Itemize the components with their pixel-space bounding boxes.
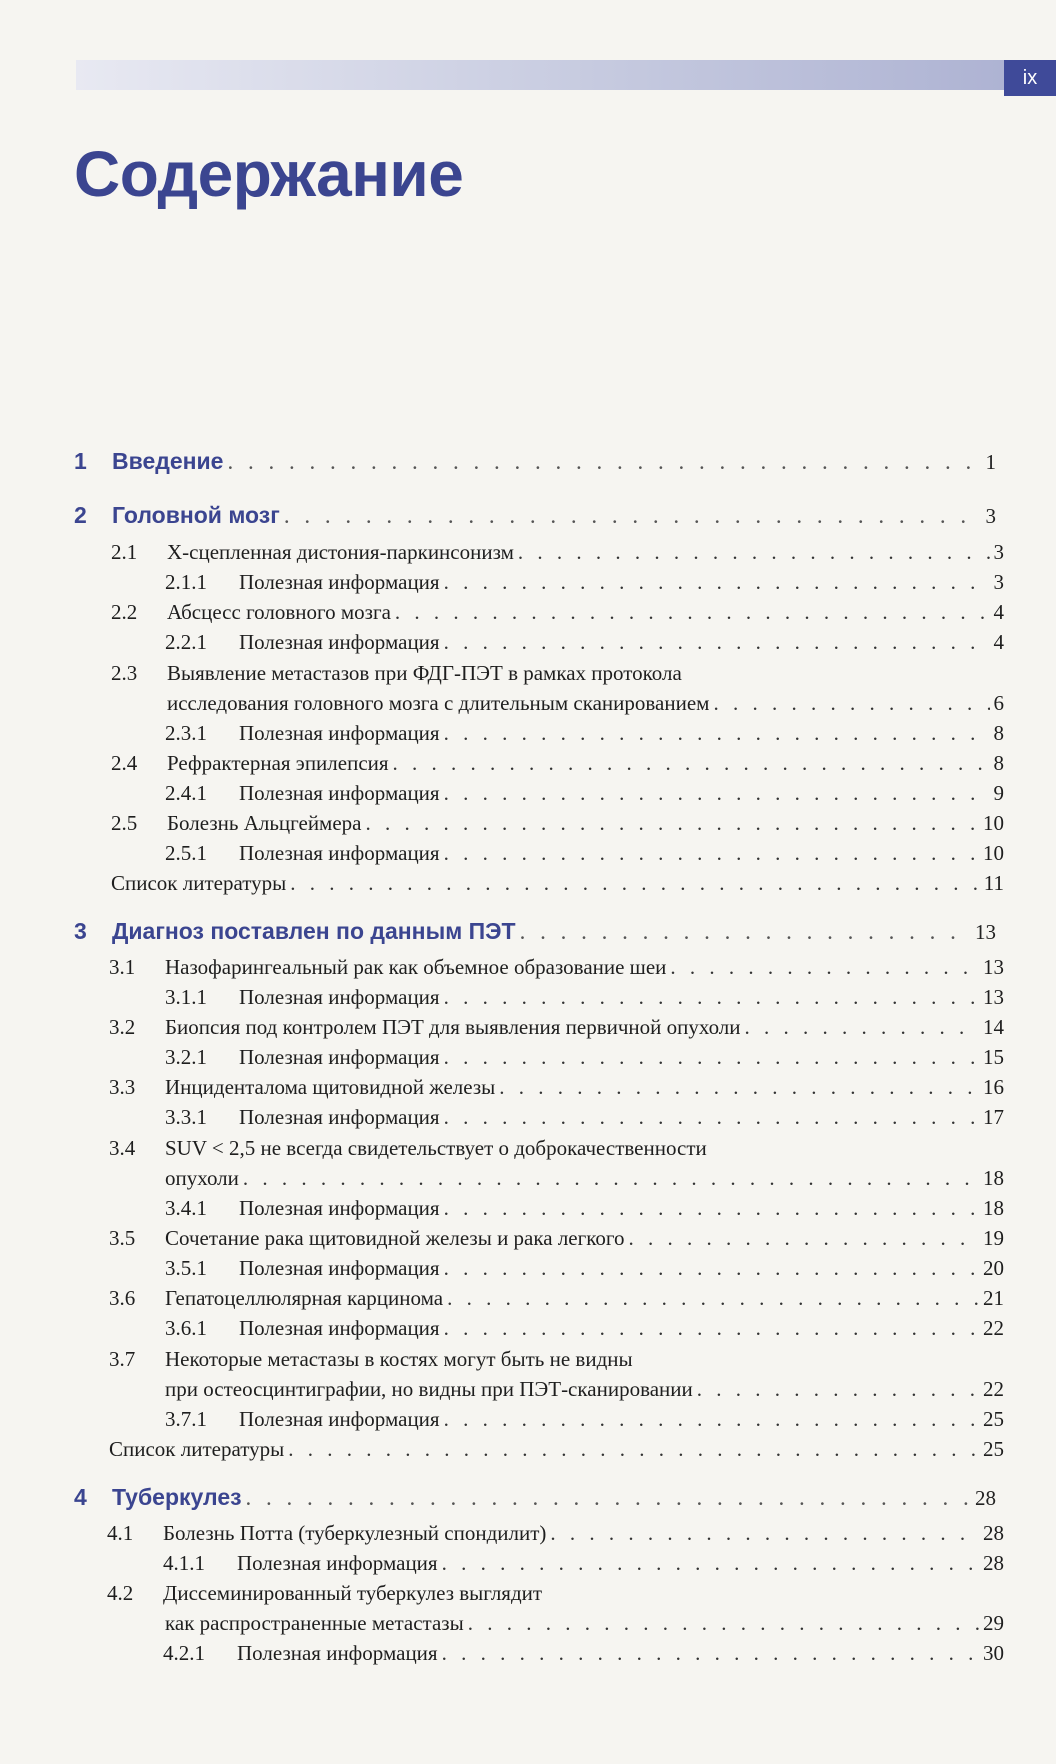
toc-chapter-entry[interactable] — [74, 502, 996, 532]
page-number-badge: ix — [1004, 60, 1056, 96]
dot-leader — [444, 841, 979, 866]
toc-entry[interactable] — [109, 1286, 1004, 1316]
toc-entry[interactable] — [111, 751, 1004, 781]
toc-entry-title: Рефрактерная эпилепсия — [167, 751, 389, 775]
toc-page-number: 10 — [983, 841, 1004, 865]
toc-entry[interactable] — [163, 1551, 1004, 1581]
dot-leader — [444, 1407, 979, 1432]
toc-page-number: 13 — [983, 985, 1004, 1009]
toc-entry-number: 3.7.1 — [165, 1407, 207, 1431]
dot-leader — [284, 503, 982, 529]
toc-entry[interactable] — [111, 661, 1004, 691]
toc-page-number: 28 — [975, 1486, 996, 1510]
toc-page-number: 11 — [983, 871, 1004, 895]
toc-entry-number: 2.4 — [111, 751, 138, 775]
toc-entry[interactable] — [109, 1136, 1004, 1166]
toc-chapter-entry[interactable] — [74, 1484, 996, 1514]
toc-entry-number: 3.5 — [109, 1226, 136, 1250]
toc-page-number: 1 — [985, 450, 996, 474]
dot-leader — [366, 811, 980, 836]
dot-leader — [444, 1045, 979, 1070]
toc-entry-title: Головной мозг — [112, 502, 280, 528]
toc-page-number: 6 — [993, 691, 1004, 715]
toc-entry-title: Диссеминированный туберкулез выглядит — [163, 1581, 543, 1605]
toc-entry-title: Назофарингеальный рак как объемное образование шеи — [165, 955, 667, 979]
toc-entry-title: исследования головного мозга с длительным сканированием — [167, 691, 710, 715]
toc-page-number: 4 — [993, 600, 1004, 624]
dot-leader — [243, 1166, 979, 1191]
dot-leader — [444, 1105, 979, 1130]
toc-entry[interactable] — [165, 1611, 1004, 1641]
toc-entry-number: 3.7 — [109, 1347, 136, 1371]
toc-entry-title: Абсцесс головного мозга — [167, 600, 391, 624]
toc-chapter-entry[interactable] — [74, 918, 996, 948]
toc-entry-number: 1 — [74, 448, 87, 474]
toc-entry-title: Полезная информация — [239, 630, 440, 654]
dot-leader — [520, 919, 971, 945]
toc-page-number: 25 — [983, 1407, 1004, 1431]
toc-page-number: 29 — [983, 1611, 1004, 1635]
toc-entry-title: Полезная информация — [239, 985, 440, 1009]
toc-entry-title: SUV < 2,5 не всегда свидетельствует о доброкачественности — [165, 1136, 707, 1160]
toc-page-number: 21 — [983, 1286, 1004, 1310]
toc-entry-number: 3.3.1 — [165, 1105, 207, 1129]
toc-entry[interactable] — [167, 691, 1004, 721]
toc-entry[interactable] — [109, 955, 1004, 985]
dot-leader — [447, 1286, 979, 1311]
toc-page-number: 22 — [983, 1377, 1004, 1401]
toc-entry-title: Биопсия под контролем ПЭТ для выявления первичной опухоли — [165, 1015, 741, 1039]
toc-entry-title: Болезнь Потта (туберкулезный спондилит) — [163, 1521, 547, 1545]
toc-entry-number: 3.5.1 — [165, 1256, 207, 1280]
toc-entry-title: Полезная информация — [239, 1045, 440, 1069]
toc-entry-number: 3.1.1 — [165, 985, 207, 1009]
dot-leader — [288, 1437, 979, 1462]
toc-entry-number: 4.1 — [107, 1521, 134, 1545]
toc-entry-number: 3.2.1 — [165, 1045, 207, 1069]
toc-page-number: 22 — [983, 1316, 1004, 1340]
toc-entry-number: 2 — [74, 502, 87, 528]
toc-entry-number: 3.3 — [109, 1075, 136, 1099]
toc-entry-title: Сочетание рака щитовидной железы и рака легкого — [165, 1226, 625, 1250]
toc-entry[interactable] — [109, 1437, 1004, 1467]
toc-page-number: 19 — [983, 1226, 1004, 1250]
toc-entry-title: Полезная информация — [239, 781, 440, 805]
toc-entry-number: 2.3 — [111, 661, 138, 685]
toc-entry-number: 2.5 — [111, 811, 138, 835]
toc-entry[interactable] — [165, 1105, 1004, 1135]
toc-entry[interactable] — [111, 600, 1004, 630]
toc-page-number: 16 — [983, 1075, 1004, 1099]
toc-entry[interactable] — [165, 1316, 1004, 1346]
toc-entry-title: Введение — [112, 448, 224, 474]
toc-entry[interactable] — [165, 985, 1004, 1015]
toc-entry[interactable] — [109, 1075, 1004, 1105]
toc-page-number: 3 — [993, 570, 1004, 594]
toc-entry-number: 3.1 — [109, 955, 136, 979]
dot-leader — [444, 985, 979, 1010]
toc-entry[interactable] — [165, 1045, 1004, 1075]
toc-entry[interactable] — [163, 1641, 1004, 1671]
dot-leader — [393, 751, 990, 776]
toc-entry-number: 3.2 — [109, 1015, 136, 1039]
toc-entry-title: Болезнь Альцгеймера — [167, 811, 362, 835]
toc-page-number: 18 — [983, 1166, 1004, 1190]
toc-entry[interactable] — [107, 1581, 1004, 1611]
toc-entry[interactable] — [111, 811, 1004, 841]
toc-entry-title: Туберкулез — [112, 1484, 242, 1510]
toc-entry-title: Гепатоцеллюлярная карцинома — [165, 1286, 444, 1310]
toc-entry-title: Х-сцепленная дистония-паркинсонизм — [167, 540, 514, 564]
toc-entry-title: Полезная информация — [239, 721, 440, 745]
toc-page-number: 4 — [993, 630, 1004, 654]
toc-page-number: 17 — [983, 1105, 1004, 1129]
toc-entry-number: 4.1.1 — [163, 1551, 205, 1575]
toc-entry[interactable] — [165, 1196, 1004, 1226]
dot-leader — [442, 1641, 979, 1666]
dot-leader — [468, 1611, 979, 1636]
toc-page-number: 3 — [985, 504, 996, 528]
dot-leader — [227, 449, 981, 475]
toc-page-number: 9 — [993, 781, 1004, 805]
toc-entry[interactable] — [165, 841, 1004, 871]
toc-entry-number: 2.5.1 — [165, 841, 207, 865]
dot-leader — [713, 691, 989, 716]
toc-entry[interactable] — [165, 1407, 1004, 1437]
toc-entry[interactable] — [111, 540, 1004, 570]
toc-entry-title: Полезная информация — [237, 1551, 438, 1575]
toc-entry[interactable] — [111, 871, 1004, 901]
page-title: Содержание — [74, 138, 464, 210]
toc-entry-title: Полезная информация — [239, 1407, 440, 1431]
toc-page-number: 30 — [983, 1641, 1004, 1665]
toc-entry[interactable] — [165, 1166, 1004, 1196]
dot-leader — [745, 1015, 979, 1040]
toc-entry[interactable] — [165, 1377, 1004, 1407]
toc-chapter-entry[interactable] — [74, 448, 996, 478]
toc-page-number: 18 — [983, 1196, 1004, 1220]
toc-entry[interactable] — [109, 1015, 1004, 1045]
dot-leader — [444, 1316, 979, 1341]
dot-leader — [499, 1075, 979, 1100]
dot-leader — [628, 1226, 979, 1251]
toc-entry-number: 2.2 — [111, 600, 138, 624]
toc-page-number: 28 — [983, 1551, 1004, 1575]
toc-page-number: 8 — [993, 751, 1004, 775]
toc-entry[interactable] — [107, 1521, 1004, 1551]
toc-entry-title: Полезная информация — [239, 1196, 440, 1220]
dot-leader — [444, 1256, 979, 1281]
dot-leader — [518, 540, 990, 565]
toc-entry-title: Выявление метастазов при ФДГ-ПЭТ в рамках протокола — [167, 661, 682, 685]
toc-entry-title: Список литературы — [111, 871, 287, 895]
toc-entry[interactable] — [165, 630, 1004, 660]
dot-leader — [290, 871, 980, 896]
toc-entry-title: Список литературы — [109, 1437, 285, 1461]
toc-entry[interactable] — [165, 1256, 1004, 1286]
dot-leader — [246, 1485, 971, 1511]
toc-entry-number: 4.2 — [107, 1581, 134, 1605]
toc-entry-number: 3.4 — [109, 1136, 136, 1160]
dot-leader — [444, 1196, 979, 1221]
toc-entry-title: при остеосцинтиграфии, но видны при ПЭТ-сканировании — [165, 1377, 693, 1401]
toc-entry-number: 3 — [74, 918, 87, 944]
toc-page-number: 13 — [983, 955, 1004, 979]
toc-entry-title: опухоли — [165, 1166, 239, 1190]
toc-entry-title: Полезная информация — [237, 1641, 438, 1665]
toc-entry-title: Полезная информация — [239, 570, 440, 594]
toc-entry-number: 2.3.1 — [165, 721, 207, 745]
toc-entry-title: Инциденталома щитовидной железы — [165, 1075, 496, 1099]
toc-page-number: 3 — [993, 540, 1004, 564]
dot-leader — [444, 721, 990, 746]
toc-entry[interactable] — [165, 721, 1004, 751]
toc-entry-number: 2.1 — [111, 540, 138, 564]
toc-entry-number: 2.1.1 — [165, 570, 207, 594]
toc-page-number: 10 — [983, 811, 1004, 835]
toc-page-number: 14 — [983, 1015, 1004, 1039]
toc-entry-number: 3.4.1 — [165, 1196, 207, 1220]
toc-page-number: 28 — [983, 1521, 1004, 1545]
toc-entry-number: 3.6.1 — [165, 1316, 207, 1340]
toc-entry-title: Полезная информация — [239, 1316, 440, 1340]
toc-page-number: 8 — [993, 721, 1004, 745]
toc-page-number: 25 — [983, 1437, 1004, 1461]
dot-leader — [444, 781, 990, 806]
toc-page-number: 15 — [983, 1045, 1004, 1069]
toc-entry-number: 4.2.1 — [163, 1641, 205, 1665]
dot-leader — [550, 1521, 979, 1546]
toc-entry[interactable] — [109, 1226, 1004, 1256]
toc-entry-title: Полезная информация — [239, 841, 440, 865]
toc-entry-number: 2.2.1 — [165, 630, 207, 654]
toc-entry-title: Полезная информация — [239, 1105, 440, 1129]
toc-entry-title: как распространенные метастазы — [165, 1611, 464, 1635]
dot-leader — [395, 600, 990, 625]
dot-leader — [670, 955, 979, 980]
toc-entry-number: 4 — [74, 1484, 87, 1510]
dot-leader — [444, 570, 990, 595]
toc-entry-number: 3.6 — [109, 1286, 136, 1310]
toc-entry-title: Полезная информация — [239, 1256, 440, 1280]
toc-entry[interactable] — [165, 570, 1004, 600]
toc-page-number: 20 — [983, 1256, 1004, 1280]
toc-entry-title: Некоторые метастазы в костях могут быть не видны — [165, 1347, 633, 1371]
dot-leader — [444, 630, 990, 655]
toc-entry-number: 2.4.1 — [165, 781, 207, 805]
dot-leader — [442, 1551, 979, 1576]
toc-page-number: 13 — [975, 920, 996, 944]
toc-entry[interactable] — [109, 1347, 1004, 1377]
toc-entry[interactable] — [165, 781, 1004, 811]
dot-leader — [697, 1377, 979, 1402]
toc-entry-title: Диагноз поставлен по данным ПЭТ — [112, 918, 516, 944]
